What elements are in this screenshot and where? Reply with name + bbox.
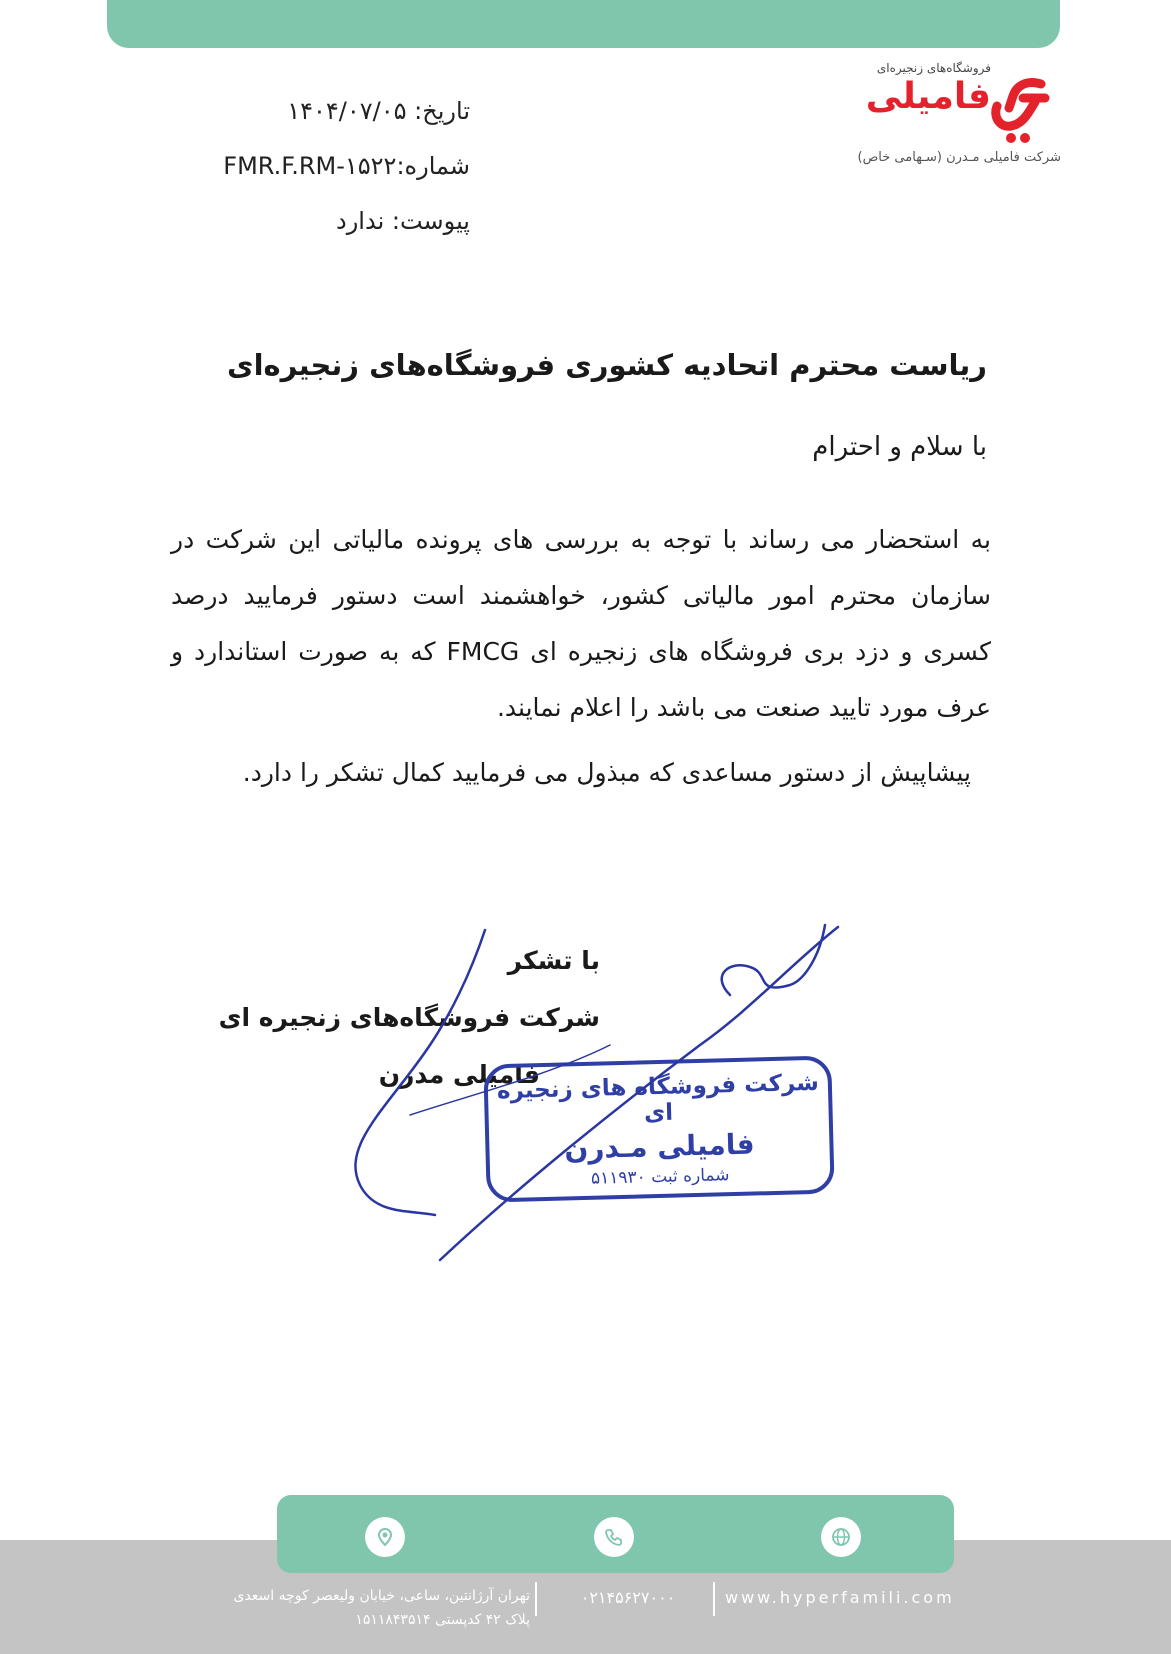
date-value: ۱۴۰۴/۰۷/۰۵ xyxy=(287,97,407,125)
number-value: FMR.F.RM-۱۵۲۲ xyxy=(223,152,397,180)
phone-icon xyxy=(594,1517,634,1557)
letter-thanks: پیشاپیش از دستور مساعدی که مبذول می فرمایید کمال تشکر را دارد. xyxy=(242,758,971,787)
number-row xyxy=(150,139,470,194)
footer-website: www.hyperfamili.com xyxy=(725,1588,955,1607)
logo-name: فامیلی xyxy=(865,76,991,117)
addressee: ریاست محترم اتحادیه کشوری فروشگاه‌های زنجیره‌ای xyxy=(227,348,987,382)
attachment-value: ندارد xyxy=(336,207,385,235)
footer-address-line-1: تهران آرژانتین، ساعی، خیابان ولیعصر کوچه اسعدی xyxy=(233,1588,530,1604)
location-icon xyxy=(365,1517,405,1557)
closing-line-2: شرکت فروشگاه‌های زنجیره ای xyxy=(218,1003,600,1032)
footer-address xyxy=(180,1584,530,1632)
stamp-line-3: شماره ثبت ۵۱۱۹۳۰ xyxy=(590,1165,730,1189)
footer-phone: ۰۲۱۴۵۶۲۷۰۰۰ xyxy=(580,1588,676,1607)
attachment-row xyxy=(150,194,470,249)
attachment-label: پیوست: xyxy=(391,207,470,235)
number-label: شماره: xyxy=(396,152,470,180)
letter-body: به استحضار می رساند با توجه به بررسی های پرونده مالیاتی این شرکت در سازمان محترم امور مالیاتی کشور، خواهشمند است دستور فرمایید درصد کسری و دزد بری فروشگاه های زنجیره ای FMCG که به صورت استاندارد و عرف مورد تایید صنعت می باشد را اعلام نمایند. xyxy=(171,525,991,722)
logo-subtitle: فروشگاه‌های زنجیره‌ای xyxy=(876,61,991,75)
date-label: تاریخ: xyxy=(414,97,470,125)
header-bar xyxy=(107,0,1060,48)
stamp-line-1: شرکت فروشگاه های زنجیره ای xyxy=(496,1069,820,1127)
stamp-line-2: فامیلی مـدرن xyxy=(563,1127,755,1166)
footer-address-line-2: پلاک ۴۲ کدپستی ۱۵۱۱۸۴۳۵۱۴ xyxy=(355,1612,530,1628)
company-name: شرکت فامیلی مـدرن (سـهامی خاص) xyxy=(857,150,1061,165)
footer-separator xyxy=(535,1582,537,1616)
globe-icon xyxy=(821,1517,861,1557)
letter-meta xyxy=(150,84,470,249)
closing-line-1: با تشکر xyxy=(507,946,600,975)
signature xyxy=(350,915,870,1265)
footer-separator xyxy=(713,1582,715,1616)
greeting: با سلام و احترام xyxy=(812,432,987,462)
date-row xyxy=(150,84,470,139)
company-logo xyxy=(841,48,1061,178)
closing-line-3: فامیلی مدرن xyxy=(378,1060,540,1089)
logo-mark-icon xyxy=(989,76,1051,146)
